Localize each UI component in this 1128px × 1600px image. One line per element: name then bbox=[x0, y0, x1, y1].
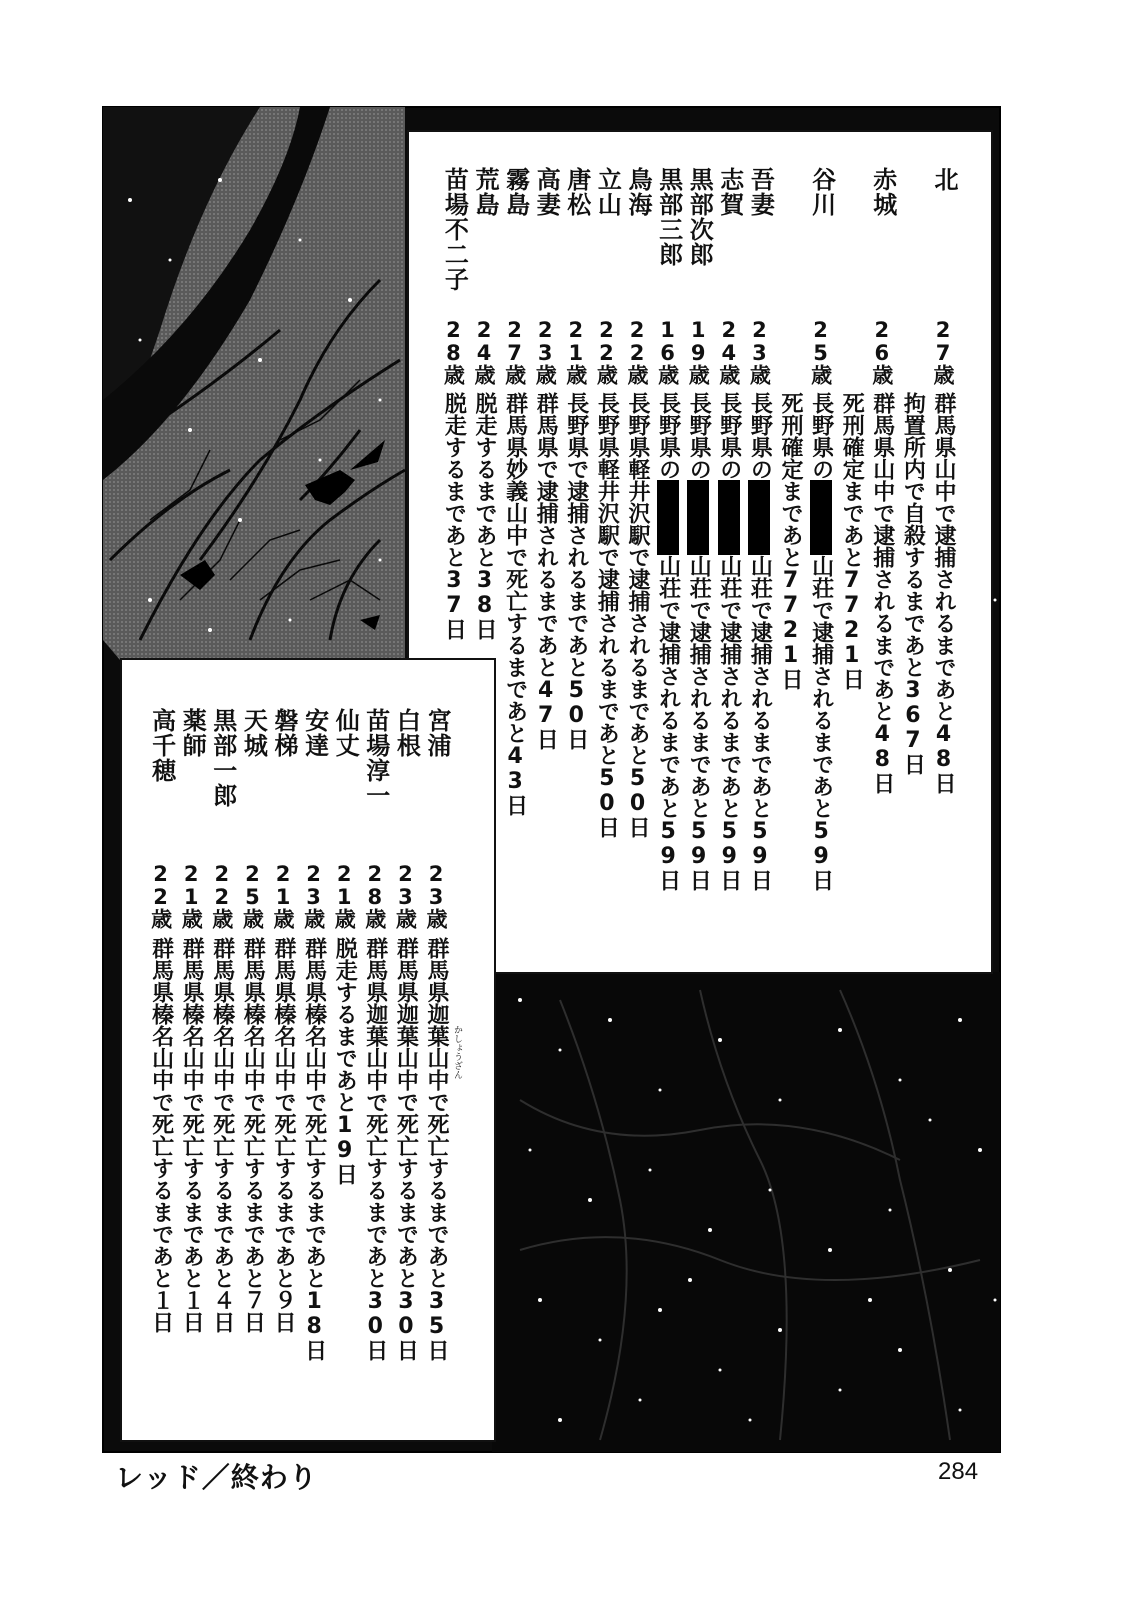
member-fate: 脱走するまであと38日 bbox=[472, 392, 497, 640]
member-age: 16歳 bbox=[655, 318, 680, 384]
member-age: 23歳 bbox=[747, 318, 772, 384]
member-name: 磐梯 bbox=[270, 708, 298, 758]
member-fate: 群馬県榛名山中で死亡するまであと18日 bbox=[301, 937, 327, 1361]
member-fate: 群馬県榛名山中で死亡するまであと７日 bbox=[240, 937, 266, 1333]
member-name: 白根 bbox=[392, 708, 421, 758]
member-age: 21歳 bbox=[271, 862, 295, 928]
member-fate: 群馬県迦葉山中で死亡するまであと30日 bbox=[393, 937, 419, 1361]
fate-suffix: 山荘で逮捕されるまであと59日 bbox=[716, 555, 742, 891]
member-age: 25歳 bbox=[240, 862, 265, 928]
member-fate: 群馬県山中で逮捕されるまであと48日 bbox=[931, 392, 956, 794]
member-name: 荒島 bbox=[471, 167, 499, 217]
member-fate: 群馬県榛名山中で死亡するまであと９日 bbox=[271, 937, 296, 1333]
member-fate: 群馬県榛名山中で死亡するまであと４日 bbox=[209, 937, 235, 1333]
member-age: 25歳 bbox=[808, 318, 833, 384]
member-age: 27歳 bbox=[502, 318, 527, 384]
member-fate: 群馬県迦葉山中で死亡するまであと30日 bbox=[362, 937, 388, 1361]
fate-suffix: 山荘で逮捕されるまであと59日 bbox=[686, 555, 712, 891]
member-age: 21歳 bbox=[179, 862, 204, 928]
member-name: 谷川 bbox=[807, 167, 836, 217]
redaction-bar: ■■■ bbox=[808, 480, 834, 555]
member-age: 22歳 bbox=[594, 318, 619, 384]
member-fate bbox=[747, 392, 773, 891]
member-fate: 拘置所内で自殺するまであと367日 bbox=[900, 392, 926, 775]
member-fate: 死刑確定まであと7721日 bbox=[778, 392, 803, 690]
chapter-end-title: レッド／終わり bbox=[115, 1461, 318, 1494]
member-name: 黒部三郎 bbox=[654, 167, 683, 267]
fate-suffix: 山荘で逮捕されるまであと59日 bbox=[808, 555, 834, 891]
member-fate: 群馬県山中で逮捕されるまであと48日 bbox=[869, 392, 895, 794]
member-name: 黒部次郎 bbox=[685, 167, 714, 267]
fate-suffix: 山荘で逮捕されるまであと59日 bbox=[747, 555, 773, 891]
member-name: 吾妻 bbox=[746, 167, 775, 217]
member-name: 黒部一郎 bbox=[208, 708, 237, 808]
member-age: 23歳 bbox=[301, 862, 326, 928]
member-age: 22歳 bbox=[625, 318, 649, 384]
member-age: 27歳 bbox=[931, 318, 955, 384]
member-name: 立山 bbox=[593, 167, 622, 217]
member-name: 唐松 bbox=[562, 167, 591, 217]
furigana: かしょうざん bbox=[452, 1025, 462, 1079]
member-age: 28歳 bbox=[441, 318, 466, 384]
member-name: 高妻 bbox=[532, 167, 561, 217]
member-age: 19歳 bbox=[686, 318, 711, 384]
member-age: 23歳 bbox=[533, 318, 558, 384]
redaction-bar: ■■■ bbox=[655, 480, 681, 555]
fate-prefix: 長野県の bbox=[808, 392, 834, 480]
member-fate: 脱走するまであと37日 bbox=[441, 392, 467, 640]
member-age: 23歳 bbox=[393, 862, 418, 928]
fate-prefix: 長野県の bbox=[716, 392, 742, 480]
member-fate bbox=[810, 392, 832, 891]
member-age: 21歳 bbox=[563, 318, 588, 384]
member-age: 23歳 bbox=[424, 862, 448, 928]
member-fate: 長野県で逮捕されるまであと50日 bbox=[563, 392, 589, 750]
member-age: 24歳 bbox=[472, 318, 496, 384]
member-name: 志賀 bbox=[715, 167, 744, 217]
member-age: 21歳 bbox=[332, 862, 357, 928]
member-name: 苗場不二子 bbox=[440, 167, 469, 292]
member-fate bbox=[657, 392, 679, 891]
page-number: 284 bbox=[938, 1458, 979, 1485]
member-fate: 群馬県榛名山中で死亡するまであと１日 bbox=[179, 937, 205, 1333]
member-age: 22歳 bbox=[148, 862, 173, 928]
fate-prefix: 長野県の bbox=[686, 392, 712, 480]
member-fate: 長野県軽井沢駅で逮捕されるまであと50日 bbox=[625, 392, 650, 838]
member-age: 28歳 bbox=[362, 862, 387, 928]
member-name: 鳥海 bbox=[624, 167, 652, 217]
member-name: 苗場淳一 bbox=[361, 708, 390, 808]
member-fate: 長野県軽井沢駅で逮捕されるまであと50日 bbox=[594, 392, 620, 838]
member-name: 天城 bbox=[239, 708, 268, 758]
member-name: 薬師 bbox=[178, 708, 207, 758]
fate-prefix: 長野県の bbox=[655, 392, 681, 480]
member-fate bbox=[718, 392, 740, 891]
fate-prefix: 長野県の bbox=[747, 392, 773, 480]
member-fate: 死刑確定まであと7721日 bbox=[839, 392, 865, 690]
member-fate: 群馬県榛名山中で死亡するまであと１日 bbox=[148, 937, 174, 1333]
redaction-bar: ■■■ bbox=[716, 480, 742, 555]
member-age: 22歳 bbox=[209, 862, 234, 928]
member-age: 24歳 bbox=[716, 318, 741, 384]
member-name: 霧島 bbox=[501, 167, 530, 217]
member-name: 赤城 bbox=[868, 167, 897, 217]
member-name: 宮浦 bbox=[423, 708, 451, 758]
member-fate: 群馬県で逮捕されるまであと47日 bbox=[533, 392, 559, 750]
member-age: 26歳 bbox=[869, 318, 894, 384]
member-fate: 脱走するまであと19日 bbox=[332, 937, 358, 1185]
member-name: 仙丈 bbox=[331, 708, 360, 758]
member-fate: 群馬県迦葉山中で死亡するまであと35日 bbox=[424, 937, 449, 1361]
redaction-bar: ■■■ bbox=[686, 480, 712, 555]
member-name: 北 bbox=[930, 167, 958, 192]
redaction-bar: ■■■ bbox=[747, 480, 773, 555]
member-name: 高千穂 bbox=[147, 708, 176, 783]
member-fate: 群馬県妙義山中で死亡するまであと43日 bbox=[502, 392, 528, 816]
fate-suffix: 山荘で逮捕されるまであと59日 bbox=[655, 555, 681, 891]
member-name: 安達 bbox=[300, 708, 329, 758]
member-fate bbox=[686, 392, 712, 891]
